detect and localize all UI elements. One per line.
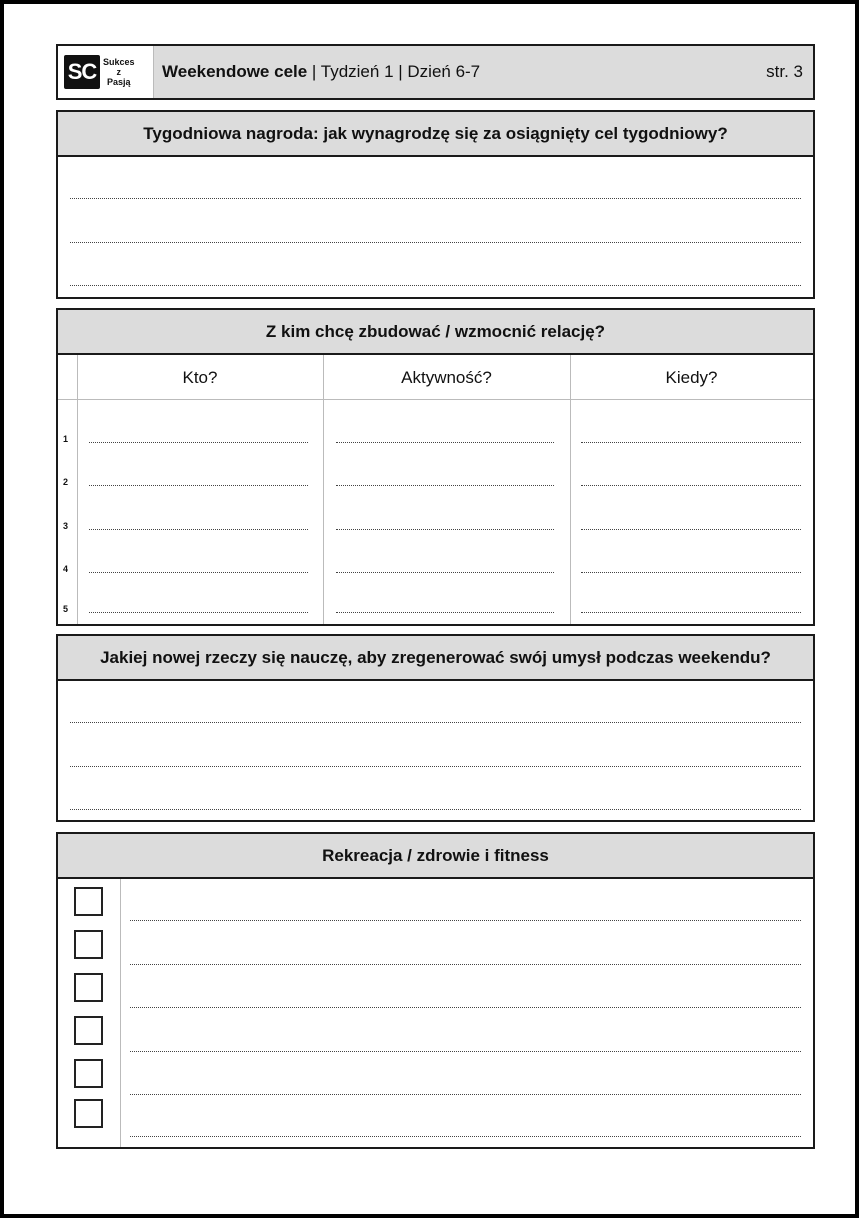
learn-line[interactable]: [70, 809, 801, 810]
row-number: 4: [63, 564, 69, 574]
reward-section: [56, 110, 815, 299]
page-header: [56, 44, 815, 100]
kiedy-line-2[interactable]: [581, 485, 801, 486]
column-divider: [323, 355, 324, 624]
kiedy-line-3[interactable]: [581, 529, 801, 530]
relations-section: [56, 308, 815, 626]
reward-title: Tygodniowa nagroda: jak wynagrodzę się za osiągnięty cel tygodniowy?: [58, 112, 813, 157]
column-divider: [570, 355, 571, 624]
reward-line[interactable]: [70, 242, 801, 243]
fitness-line[interactable]: [130, 964, 801, 965]
logo-mark-icon: SC: [64, 55, 100, 89]
column-header-kiedy: Kiedy?: [665, 367, 718, 387]
aktywnosc-line-4[interactable]: [336, 572, 554, 573]
reward-line[interactable]: [70, 285, 801, 286]
fitness-section: [56, 832, 815, 1149]
column-header-kto: Kto?: [182, 367, 218, 387]
checkbox[interactable]: [74, 973, 103, 1002]
fitness-line[interactable]: [130, 1007, 801, 1008]
checkbox[interactable]: [74, 1016, 103, 1045]
aktywnosc-line-5[interactable]: [336, 612, 554, 613]
checkbox-column-divider: [120, 879, 121, 1147]
row-number: 1: [63, 434, 69, 444]
kto-line-3[interactable]: [89, 529, 308, 530]
kiedy-line-5[interactable]: [581, 612, 801, 613]
fitness-line[interactable]: [130, 1051, 801, 1052]
aktywnosc-line-1[interactable]: [336, 442, 554, 443]
learn-title: Jakiej nowej rzeczy się nauczę, aby zregenerować swój umysł podczas weekendu?: [58, 636, 813, 681]
column-divider: [77, 355, 78, 624]
aktywnosc-line-2[interactable]: [336, 485, 554, 486]
relations-title: Z kim chcę zbudować / wzmocnić relację?: [58, 310, 813, 355]
fitness-line[interactable]: [130, 1094, 801, 1095]
fitness-line[interactable]: [130, 920, 801, 921]
learn-line[interactable]: [70, 722, 801, 723]
worksheet-page: [4, 4, 855, 1214]
checkbox[interactable]: [74, 1059, 103, 1088]
aktywnosc-line-3[interactable]: [336, 529, 554, 530]
learn-section: [56, 634, 815, 822]
checkbox[interactable]: [74, 1099, 103, 1128]
fitness-title: Rekreacja / zdrowie i fitness: [58, 834, 813, 879]
kto-line-2[interactable]: [89, 485, 308, 486]
page-title: Weekendowe cele | Tydzień 1 | Dzień 6-7: [162, 62, 481, 81]
row-number: 2: [63, 477, 69, 487]
kiedy-line-1[interactable]: [581, 442, 801, 443]
checkbox[interactable]: [74, 930, 103, 959]
kiedy-line-4[interactable]: [581, 572, 801, 573]
kto-line-5[interactable]: [89, 612, 308, 613]
logo-words: Sukces z Pasją: [103, 57, 135, 87]
learn-line[interactable]: [70, 766, 801, 767]
row-number: 3: [63, 521, 69, 531]
kto-line-4[interactable]: [89, 572, 308, 573]
page-number: str. 3: [766, 62, 803, 81]
checkbox[interactable]: [74, 887, 103, 916]
logo: [58, 46, 154, 98]
column-header-aktywnosc: Aktywność?: [401, 367, 492, 387]
row-number: 5: [63, 604, 69, 614]
kto-line-1[interactable]: [89, 442, 308, 443]
reward-line[interactable]: [70, 198, 801, 199]
fitness-line[interactable]: [130, 1136, 801, 1137]
relations-column-headers: [58, 355, 813, 400]
